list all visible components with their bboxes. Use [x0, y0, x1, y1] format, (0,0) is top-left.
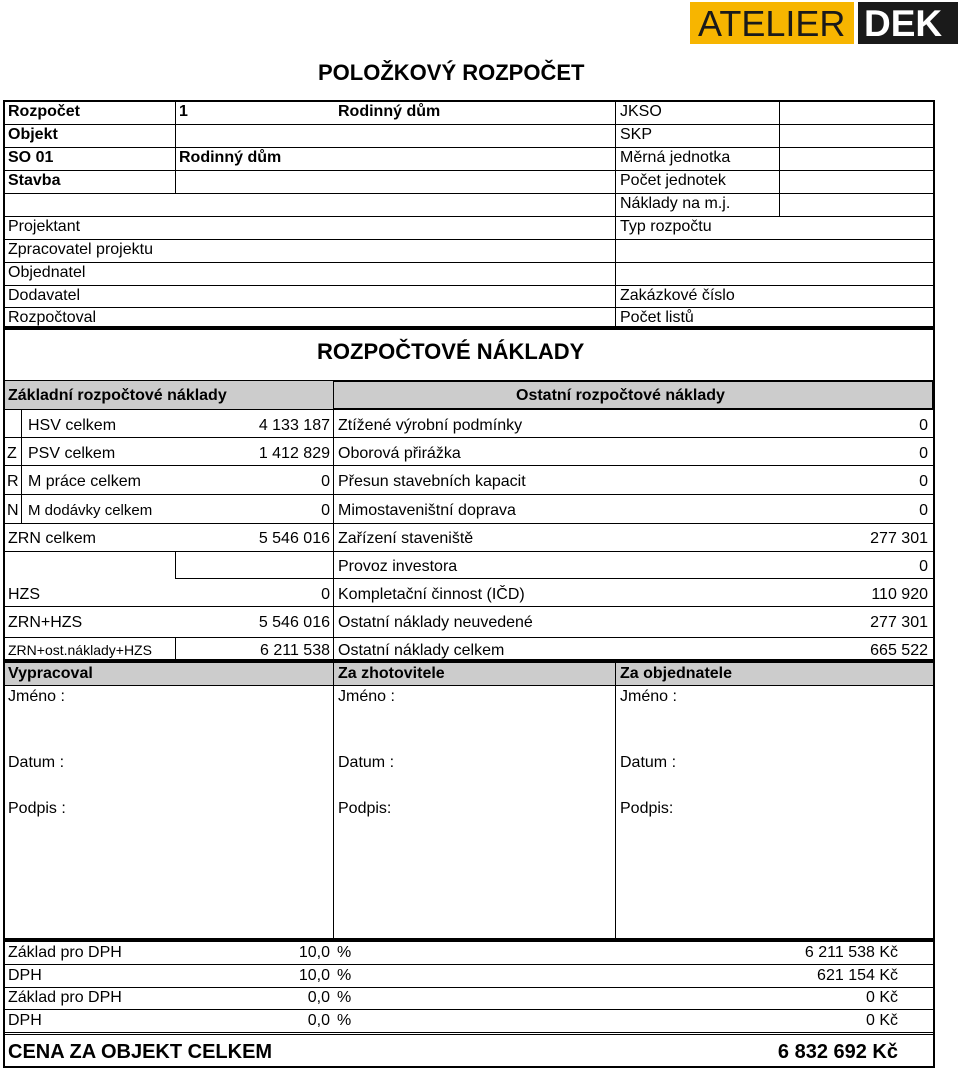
page-title: POLOŽKOVÝ ROZPOČET	[318, 60, 585, 85]
other-label: Ostatní náklady neuvedené	[338, 614, 533, 631]
rozpoctoval-label: Rozpočtoval	[8, 309, 97, 326]
other-value: 665 522	[870, 642, 928, 659]
basic-value: 4 133 187	[258, 417, 330, 434]
skp-label: SKP	[620, 126, 653, 143]
so-name: Rodinný dům	[179, 149, 282, 166]
side-letter-r: R	[7, 473, 19, 490]
side-letter-n: N	[7, 502, 19, 519]
basic-label: ZRN celkem	[8, 530, 97, 547]
jkso-label: JKSO	[620, 103, 662, 120]
other-value: 0	[919, 473, 928, 490]
pocet-jednotek-label: Počet jednotek	[620, 172, 726, 189]
basic-value: 0	[321, 586, 330, 603]
podpis-label: Podpis:	[338, 800, 392, 817]
other-label: Ostatní náklady celkem	[338, 642, 505, 659]
tax-rate: 0,0	[307, 1012, 330, 1029]
basic-value: 5 546 016	[258, 530, 330, 547]
objednatel-label: Objednatel	[8, 264, 86, 281]
jmeno-label: Jméno :	[620, 688, 677, 705]
total-label: CENA ZA OBJEKT CELKEM	[8, 1041, 273, 1063]
pocet-listu-label: Počet listů	[620, 309, 694, 326]
tax-label: DPH	[8, 1012, 42, 1029]
other-value: 0	[919, 502, 928, 519]
tax-rate: 10,0	[298, 944, 330, 961]
tax-label: Základ pro DPH	[8, 944, 122, 961]
vypracoval-header: Vypracoval	[8, 665, 93, 682]
basic-label: M dodávky celkem	[28, 502, 153, 519]
tax-amount: 0 Kč	[865, 989, 898, 1006]
other-label: Mimostaveništní doprava	[338, 502, 516, 519]
other-value: 110 920	[871, 586, 928, 603]
objednatel-header: Za objednatele	[620, 665, 733, 682]
jmeno-label: Jméno :	[338, 688, 395, 705]
podpis-label: Podpis :	[8, 800, 66, 817]
basic-label: HZS	[8, 586, 40, 603]
tax-label: DPH	[8, 967, 42, 984]
naklady-mj-label: Náklady na m.j.	[620, 195, 731, 212]
basic-header: Základní rozpočtové náklady	[8, 387, 227, 404]
other-label: Ztížené výrobní podmínky	[338, 417, 523, 434]
logo-dek	[858, 2, 958, 44]
basic-label: ZRN+ost.náklady+HZS	[8, 642, 152, 658]
tax-amount: 0 Kč	[865, 1012, 898, 1029]
tax-unit: %	[337, 944, 352, 961]
other-value: 0	[919, 558, 928, 575]
tax-amount: 6 211 538 Kč	[804, 944, 898, 961]
other-label: Kompletační činnost (IČD)	[338, 586, 525, 603]
basic-value: 6 211 538	[260, 642, 330, 659]
rozpocet-name: Rodinný dům	[338, 103, 441, 120]
objekt-label: Objekt	[8, 126, 58, 143]
other-value: 277 301	[870, 530, 928, 547]
rozpocet-number: 1	[179, 103, 188, 120]
projektant-label: Projektant	[8, 218, 81, 235]
logo-atelier-text: ATELIER	[698, 3, 846, 44]
other-value: 277 301	[870, 614, 928, 631]
datum-label: Datum :	[620, 754, 677, 771]
basic-label: ZRN+HZS	[8, 614, 83, 631]
other-label: Přesun stavebních kapacit	[338, 473, 526, 490]
dodavatel-label: Dodavatel	[8, 287, 81, 304]
other-value: 0	[919, 417, 928, 434]
zpracovatel-label: Zpracovatel projektu	[8, 241, 153, 258]
section-title: ROZPOČTOVÉ NÁKLADY	[317, 339, 585, 364]
basic-value: 0	[321, 502, 330, 519]
podpis-label: Podpis:	[620, 800, 674, 817]
other-label: Provoz investora	[338, 558, 458, 575]
datum-label: Datum :	[8, 754, 65, 771]
tax-unit: %	[337, 967, 352, 984]
side-letter-z: Z	[7, 445, 17, 462]
tax-label: Základ pro DPH	[8, 989, 122, 1006]
tax-unit: %	[337, 1012, 352, 1029]
tax-unit: %	[337, 989, 352, 1006]
other-label: Oborová přirážka	[338, 445, 461, 462]
typ-rozpoctu-label: Typ rozpočtu	[620, 218, 712, 235]
tax-amount: 621 154 Kč	[817, 967, 898, 984]
tax-rate: 0,0	[307, 989, 330, 1006]
datum-label: Datum :	[338, 754, 395, 771]
other-value: 0	[919, 445, 928, 462]
basic-value: 5 546 016	[258, 614, 330, 631]
basic-label: PSV celkem	[28, 445, 116, 462]
zhotovitel-header: Za zhotovitele	[338, 665, 445, 682]
logo-dek-text: DEK	[864, 3, 943, 44]
stavba-label: Stavba	[8, 172, 61, 189]
other-label: Zařízení staveniště	[338, 530, 474, 547]
zakazkove-cislo-label: Zakázkové číslo	[620, 287, 735, 304]
logo-atelier	[690, 2, 854, 44]
other-header: Ostatní rozpočtové náklady	[516, 387, 725, 404]
merna-jednotka-label: Měrná jednotka	[620, 149, 731, 166]
basic-value: 1 412 829	[258, 445, 330, 462]
basic-label: HSV celkem	[28, 417, 117, 434]
jmeno-label: Jméno :	[8, 688, 65, 705]
rozpocet-label: Rozpočet	[8, 103, 80, 120]
tax-rate: 10,0	[298, 967, 330, 984]
total-amount: 6 832 692 Kč	[777, 1041, 898, 1063]
basic-value: 0	[321, 473, 330, 490]
basic-label: M práce celkem	[28, 473, 141, 490]
so-label: SO 01	[8, 149, 54, 166]
signature-frame	[3, 661, 935, 940]
header-frame	[3, 100, 935, 328]
